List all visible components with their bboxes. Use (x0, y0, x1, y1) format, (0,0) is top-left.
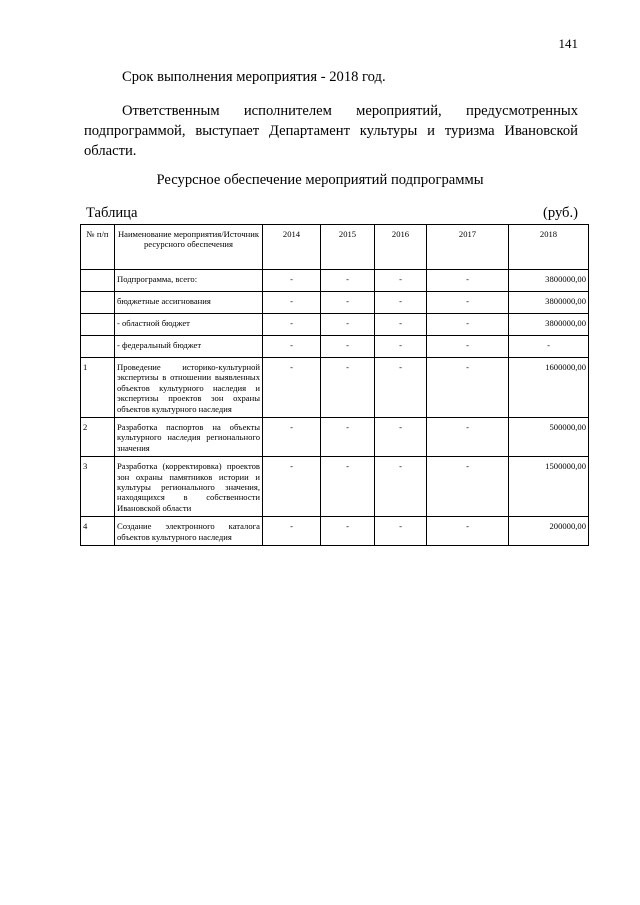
table-caption-unit: (руб.) (542, 205, 578, 221)
cell-name: бюджетные ассигнования (115, 292, 263, 314)
cell-number (81, 314, 115, 336)
section-heading: Ресурсное обеспечение мероприятий подпрограммы (156, 172, 484, 188)
table-header-row (81, 225, 589, 270)
cell-value: 3800000,00 (509, 314, 589, 336)
table-row (81, 292, 589, 314)
cell-name: Разработка паспортов на объекты культурного наследия регионального значения (115, 418, 263, 457)
cell-name: - областной бюджет (115, 314, 263, 336)
cell-value: 3800000,00 (509, 292, 589, 314)
cell-value: - (321, 358, 375, 418)
cell-value: - (321, 336, 375, 358)
table-row (81, 358, 589, 418)
cell-value: - (375, 314, 427, 336)
cell-number: 4 (81, 517, 115, 546)
header-cell: 2016 (375, 225, 427, 270)
cell-number (81, 270, 115, 292)
cell-value: - (321, 270, 375, 292)
cell-number: 3 (81, 457, 115, 517)
page-number: 141 (558, 36, 578, 51)
table-row (81, 517, 589, 546)
cell-value: - (375, 457, 427, 517)
cell-name: - федеральный бюджет (115, 336, 263, 358)
cell-name: Подпрограмма, всего: (115, 270, 263, 292)
header-cell: № п/п (81, 225, 115, 270)
cell-value: - (375, 292, 427, 314)
cell-value: - (427, 314, 509, 336)
header-cell: Наименование мероприятия/Источник ресурсного обеспечения (115, 225, 263, 270)
cell-value: - (263, 358, 321, 418)
table-row (81, 336, 589, 358)
table-row (81, 314, 589, 336)
cell-value: 1600000,00 (509, 358, 589, 418)
cell-value: - (509, 336, 589, 358)
cell-name: Создание электронного каталога объектов культурного наследия (115, 517, 263, 546)
table-row (81, 457, 589, 517)
cell-value: - (375, 336, 427, 358)
cell-value: 3800000,00 (509, 270, 589, 292)
cell-value: - (375, 358, 427, 418)
cell-value: - (263, 517, 321, 546)
cell-value: - (375, 418, 427, 457)
table-caption-left: Таблица (86, 205, 138, 221)
cell-value: - (427, 517, 509, 546)
cell-value: - (263, 336, 321, 358)
cell-value: 1500000,00 (509, 457, 589, 517)
cell-number (81, 336, 115, 358)
cell-value: - (427, 457, 509, 517)
header-cell: 2014 (263, 225, 321, 270)
cell-value: - (321, 292, 375, 314)
cell-number: 1 (81, 358, 115, 418)
table-caption (86, 205, 578, 222)
cell-value: - (375, 517, 427, 546)
cell-value: 500000,00 (509, 418, 589, 457)
cell-value: - (427, 418, 509, 457)
table-row (81, 418, 589, 457)
paragraph-responsible: Ответственным исполнителем мероприятий, предусмотренных подпрограммой, выступает Департамент культуры и туризма Ивановской области. (84, 103, 578, 159)
cell-value: - (427, 358, 509, 418)
cell-value: - (263, 292, 321, 314)
header-cell: 2017 (427, 225, 509, 270)
cell-name: Проведение историко-культурной экспертизы в отношении выявленных объектов культурного наследия и экспертизы проектов зон охраны объектов культурного наследия (115, 358, 263, 418)
table-row (81, 270, 589, 292)
cell-value: 200000,00 (509, 517, 589, 546)
cell-value: - (263, 418, 321, 457)
cell-value: - (263, 457, 321, 517)
cell-value: - (263, 314, 321, 336)
cell-name: Разработка (корректировка) проектов зон охраны памятников истории и культуры регионального значения, находящихся в собственности Ивановской области (115, 457, 263, 517)
cell-value: - (321, 457, 375, 517)
cell-value: - (375, 270, 427, 292)
paragraph-deadline: Срок выполнения мероприятия - 2018 год. (122, 69, 386, 85)
cell-value: - (321, 314, 375, 336)
cell-number: 2 (81, 418, 115, 457)
cell-value: - (321, 418, 375, 457)
cell-value: - (321, 517, 375, 546)
cell-value: - (427, 270, 509, 292)
header-cell: 2015 (321, 225, 375, 270)
cell-value: - (427, 336, 509, 358)
header-cell: 2018 (509, 225, 589, 270)
cell-value: - (427, 292, 509, 314)
cell-number (81, 292, 115, 314)
cell-value: - (263, 270, 321, 292)
resource-table (80, 224, 589, 546)
